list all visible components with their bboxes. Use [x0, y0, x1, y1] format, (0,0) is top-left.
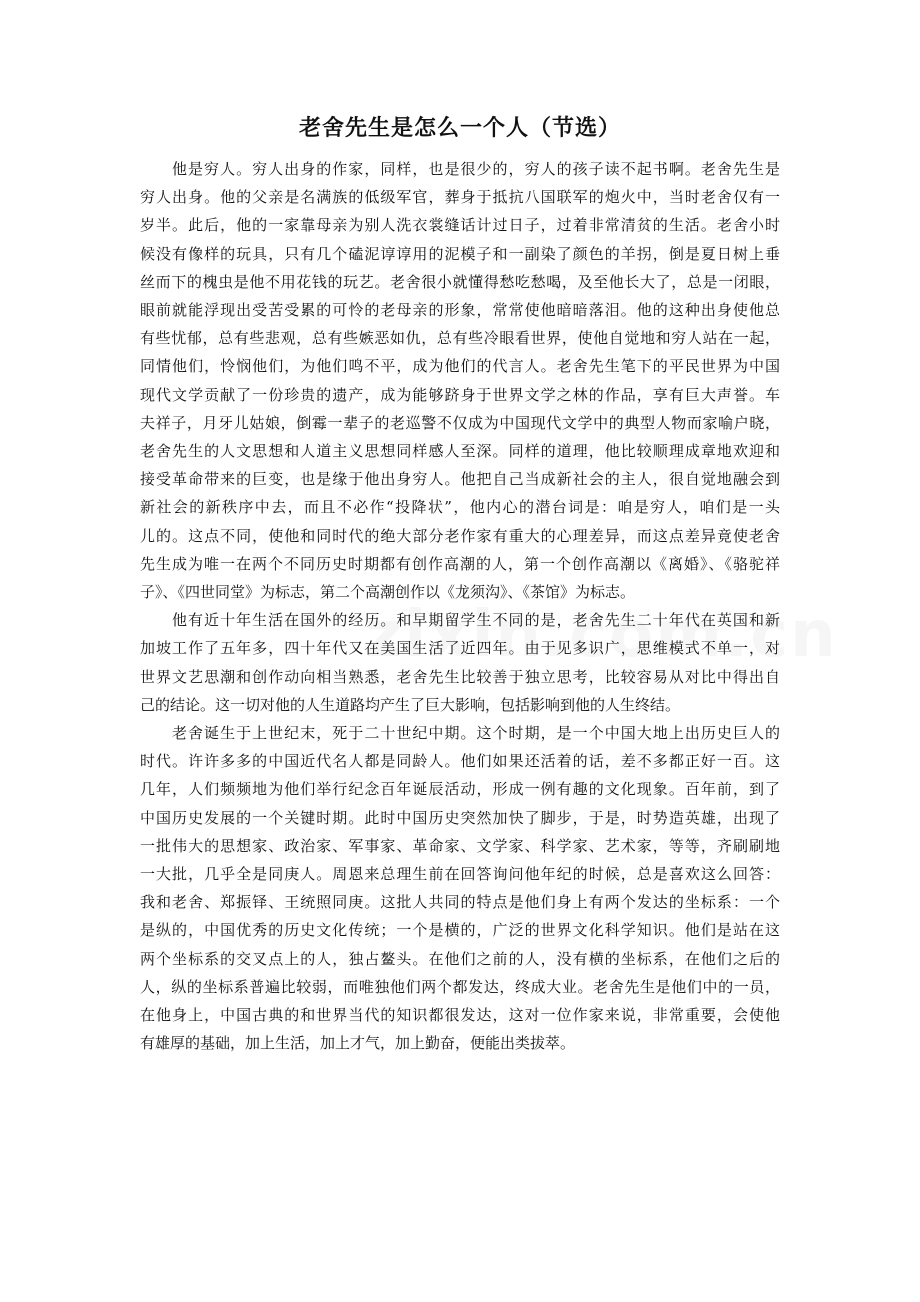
paragraph	[140, 606, 780, 719]
paragraph-line: 我和老舍、郑振铎、王统照同庚。这批人共同的特点是他们身上有两个发达的坐标系：一个	[140, 893, 780, 912]
paragraph-line: 穷人出身。他的父亲是名满族的低级军官，葬身于抵抗八国联军的炮火中，当时老舍仅有一	[140, 188, 780, 207]
paragraph-line: 同情他们，怜悯他们，为他们鸣不平，成为他们的代言人。老舍先生笔下的平民世界为中国	[140, 357, 780, 376]
paragraph-line: 他有近十年生活在国外的经历。和早期留学生不同的是，老舍先生二十年代在英国和新	[172, 611, 780, 630]
paragraph-line: 有雄厚的基础，加上生活，加上才气，加上勤奋，便能出类拔萃。	[140, 1034, 576, 1053]
paragraph-line: 加坡工作了五年多，四十年代又在美国生活了近四年。由于见多识广，思维模式不单一，对	[140, 639, 780, 658]
paragraph-line: 在他身上，中国古典的和世界当代的知识都很发达，这对一位作家来说，非常重要，会使他	[140, 1006, 780, 1025]
paragraph-line: 己的结论。这一切对他的人生道路均产生了巨大影响，包括影响到他的人生终结。	[140, 695, 681, 714]
paragraph-line: 一大批，几乎全是同庚人。周恩来总理生前在回答询问他年纪的时候，总是喜欢这么回答：	[140, 865, 780, 884]
paragraph-line: 岁半。此后，他的一家靠母亲为别人洗衣裳缝话计过日子，过着非常清贫的生活。老舍小时	[140, 216, 780, 235]
paragraph-line: 儿的。这点不同，使他和同时代的绝大部分老作家有重大的心理差异，而这点差异竟使老舍	[140, 526, 780, 545]
paragraph-line: 有些忧郁，总有些悲观，总有些嫉恶如仇，总有些冷眼看世界，使他自觉地和穷人站在一起，	[140, 329, 780, 348]
paragraph-line: 老舍先生的人文思想和人道主义思想同样感人至深。同样的道理，他比较顺理成章地欢迎和	[140, 442, 780, 461]
paragraph-line: 一批伟大的思想家、政治家、军事家、革命家、文学家、科学家、艺术家，等等，齐刷刷地	[140, 836, 780, 855]
paragraph-line: 是纵的，中国优秀的历史文化传统；一个是横的，广泛的世界文化科学知识。他们是站在这	[140, 921, 780, 940]
paragraph-line: 两个坐标系的交叉点上的人，独占鳌头。在他们之前的人，没有横的坐标系，在他们之后的	[140, 949, 780, 968]
paragraph	[140, 155, 780, 606]
paragraph-line: 老舍诞生于上世纪末，死于二十世纪中期。这个时期，是一个中国大地上出历史巨人的	[172, 724, 780, 743]
paragraph-line: 丝而下的槐虫是他不用花钱的玩艺。老舍很小就懂得愁吃愁喝，及至他长大了，总是一闭眼，	[140, 272, 780, 291]
paragraph-line: 几年，人们频频地为他们举行纪念百年诞辰活动，形成一例有趣的文化现象。百年前，到了	[140, 780, 780, 799]
paragraph-line: 夫祥子，月牙儿姑娘，倒霉一辈子的老巡警不仅成为中国现代文学中的典型人物而家喻户晓，	[140, 413, 780, 432]
paragraph-line: 接受革命带来的巨变，也是缘于他出身穷人。他把自己当成新社会的主人，很自觉地融会到	[140, 470, 780, 489]
paragraph-line: 现代文学贡献了一份珍贵的遗产，成为能够跻身于世界文学之林的作品，享有巨大声誉。车	[140, 385, 780, 404]
document-body	[140, 155, 780, 1058]
paragraph-line: 时代。许许多多的中国近代名人都是同龄人。他们如果还活着的话，差不多都正好一百。这	[140, 752, 780, 771]
paragraph	[140, 719, 780, 1057]
paragraph-line: 中国历史发展的一个关键时期。此时中国历史突然加快了脚步，于是，时势造英雄，出现了	[140, 808, 780, 827]
paragraph-line: 子》、《四世同堂》为标志，第二个高潮创作以《龙须沟》、《茶馆》为标志。	[140, 583, 636, 602]
paragraph-line: 候没有像样的玩具，只有几个磕泥谆谆用的泥模子和一副染了颜色的羊拐，倒是夏日树上垂	[140, 244, 780, 263]
document-title: 老舍先生是怎么一个人（节选）	[298, 115, 621, 141]
paragraph-line: 眼前就能浮现出受苦受累的可怜的老母亲的形象，常常使他暗暗落泪。他的这种出身使他总	[140, 301, 780, 320]
paragraph-line: 世界文艺思潮和创作动向相当熟悉，老舍先生比较善于独立思考，比较容易从对比中得出自	[140, 667, 780, 686]
paragraph-line: 先生成为唯一在两个不同历史时期都有创作高潮的人，第一个创作高潮以《离婚》、《骆驼祥	[140, 554, 780, 573]
paragraph-line: 他是穷人。穷人出身的作家，同样，也是很少的，穷人的孩子读不起书啊。老舍先生是	[172, 160, 780, 178]
paragraph-line: 人，纵的坐标系普遍比较弱，而唯独他们两个都发达，终成大业。老舍先生是他们中的一员，	[140, 977, 780, 996]
paragraph-line: 新社会的新秩序中去，而且不必作“投降状”，他内心的潜台词是：咱是穷人，咱们是一头	[140, 498, 780, 517]
